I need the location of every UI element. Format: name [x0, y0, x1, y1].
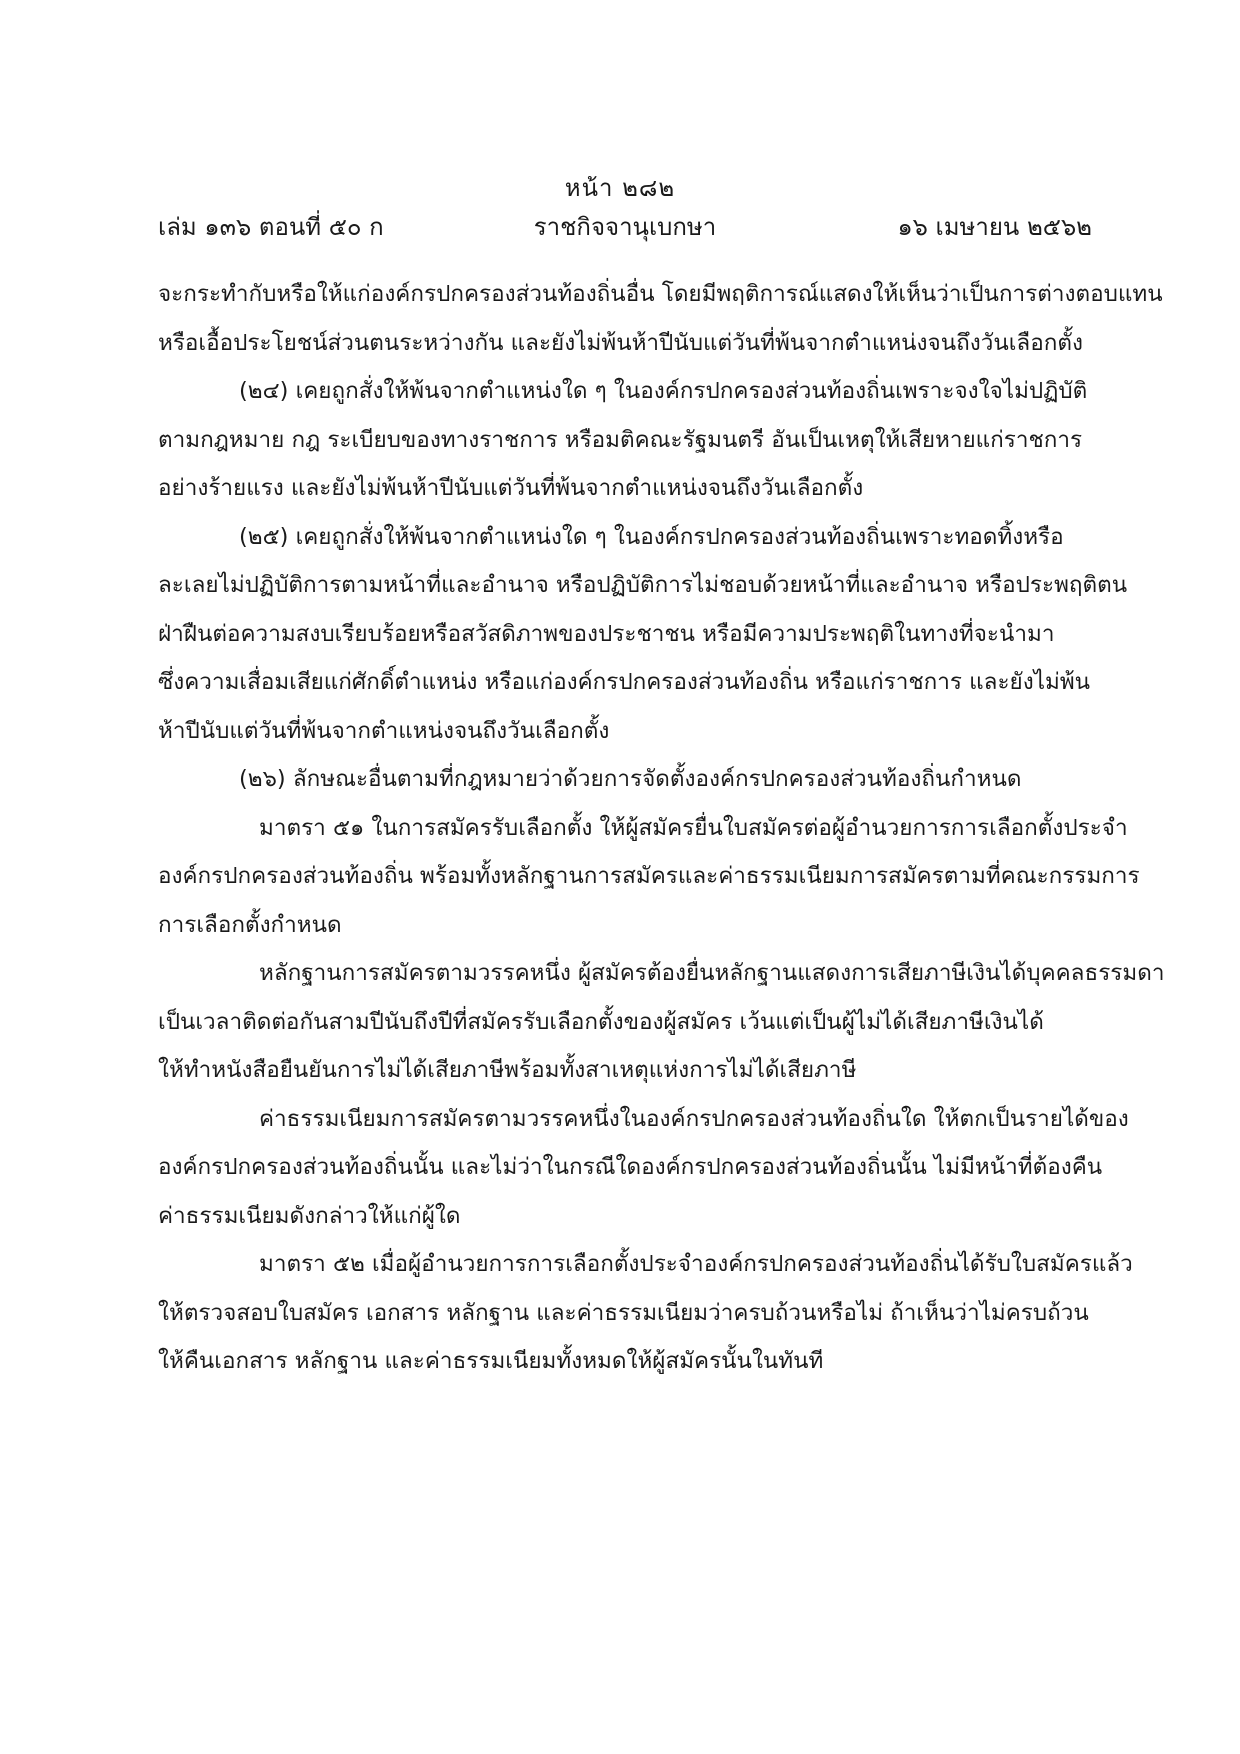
text-line: องค์กรปกครองส่วนท้องถิ่น พร้อมทั้งหลักฐานการสมัครและค่าธรรมเนียมการสมัครตามที่คณะกรรมการ	[158, 863, 1140, 889]
text-line: ให้คืนเอกสาร หลักฐาน และค่าธรรมเนียมทั้งหมดให้ผู้สมัครนั้นในทันที	[158, 1348, 824, 1374]
text-line: ห้าปีนับแต่วันที่พ้นจากตำแหน่งจนถึงวันเลือกตั้ง	[158, 717, 610, 744]
text-line: การเลือกตั้งกำหนด	[158, 911, 342, 938]
text-line: ให้ตรวจสอบใบสมัคร เอกสาร หลักฐาน และค่าธรรมเนียมว่าครบถ้วนหรือไม่ ถ้าเห็นว่าไม่ครบถ้วน	[158, 1299, 1089, 1326]
text-line: ให้ทำหนังสือยืนยันการไม่ได้เสียภาษีพร้อมทั้งสาเหตุแห่งการไม่ได้เสียภาษี	[158, 1057, 857, 1083]
text-line: หรือเอื้อประโยชน์ส่วนตนระหว่างกัน และยังไม่พ้นห้าปีนับแต่วันที่พ้นจากตำแหน่งจนถึงวันเลือกตั้ง	[158, 329, 1083, 356]
text-line: องค์กรปกครองส่วนท้องถิ่นนั้น และไม่ว่าในกรณีใดองค์กรปกครองส่วนท้องถิ่นนั้น ไม่มีหน้าที่ต้องคืน	[158, 1154, 1103, 1180]
paragraph-fee: ค่าธรรมเนียมการสมัครตามวรรคหนึ่งในองค์กรปกครองส่วนท้องถิ่นใด ให้ตกเป็นรายได้ของ	[259, 1105, 1129, 1132]
volume-issue: เล่ม ๑๓๖ ตอนที่ ๕๐ ก	[158, 213, 384, 241]
text-line: ละเลยไม่ปฏิบัติการตามหน้าที่และอำนาจ หรือปฏิบัติการไม่ชอบด้วยหน้าที่และอำนาจ หรือประพฤติตน	[158, 572, 1128, 598]
section-52: มาตรา ๕๒ เมื่อผู้อำนวยการการเลือกตั้งประจำองค์กรปกครองส่วนท้องถิ่นได้รับใบสมัครแล้ว	[259, 1251, 1133, 1277]
publication-date: ๑๖ เมษายน ๒๕๖๒	[897, 213, 1092, 241]
text-line: ค่าธรรมเนียมดังกล่าวให้แก่ผู้ใด	[158, 1202, 461, 1229]
text-line: จะกระทำกับหรือให้แก่องค์กรปกครองส่วนท้องถิ่นอื่น โดยมีพฤติการณ์แสดงให้เห็นว่าเป็นการต่างตอบแทน	[158, 281, 1163, 307]
clause-26: (๒๖) ลักษณะอื่นตามที่กฎหมายว่าด้วยการจัดตั้งองค์กรปกครองส่วนท้องถิ่นกำหนด	[239, 766, 1022, 792]
publication-title: ราชกิจจานุเบกษา	[533, 213, 717, 241]
paragraph-evidence: หลักฐานการสมัครตามวรรคหนึ่ง ผู้สมัครต้องยื่นหลักฐานแสดงการเสียภาษีเงินได้บุคคลธรรมดา	[259, 960, 1165, 986]
text-line: เป็นเวลาติดต่อกันสามปีนับถึงปีที่สมัครรับเลือกตั้งของผู้สมัคร เว้นแต่เป็นผู้ไม่ได้เสียภาษีเงินได้	[158, 1008, 1044, 1035]
section-51: มาตรา ๕๑ ในการสมัครรับเลือกตั้ง ให้ผู้สมัครยื่นใบสมัครต่อผู้อำนวยการการเลือกตั้งประจำ	[259, 814, 1128, 841]
page-header	[158, 207, 1092, 241]
text-line: อย่างร้ายแรง และยังไม่พ้นห้าปีนับแต่วันที่พ้นจากตำแหน่งจนถึงวันเลือกตั้ง	[158, 475, 864, 501]
text-line: ตามกฎหมาย กฎ ระเบียบของทางราชการ หรือมติคณะรัฐมนตรี อันเป็นเหตุให้เสียหายแก่ราชการ	[158, 426, 1083, 453]
text-line: ซึ่งความเสื่อมเสียแก่ศักดิ์ตำแหน่ง หรือแก่องค์กรปกครองส่วนท้องถิ่น หรือแก่ราชการ และยังไม่พ้น	[158, 669, 1091, 695]
clause-24: (๒๔) เคยถูกสั่งให้พ้นจากตำแหน่งใด ๆ ในองค์กรปกครองส่วนท้องถิ่นเพราะจงใจไม่ปฏิบัติ	[239, 378, 1088, 404]
body-text	[158, 270, 1165, 1386]
clause-25: (๒๕) เคยถูกสั่งให้พ้นจากตำแหน่งใด ๆ ในองค์กรปกครองส่วนท้องถิ่นเพราะทอดทิ้งหรือ	[239, 523, 1064, 550]
text-line: ฝ่าฝืนต่อความสงบเรียบร้อยหรือสวัสดิภาพของประชาชน หรือมีความประพฤติในทางที่จะนำมา	[158, 620, 1055, 647]
page-number: หน้า ๒๘๒	[564, 174, 676, 202]
